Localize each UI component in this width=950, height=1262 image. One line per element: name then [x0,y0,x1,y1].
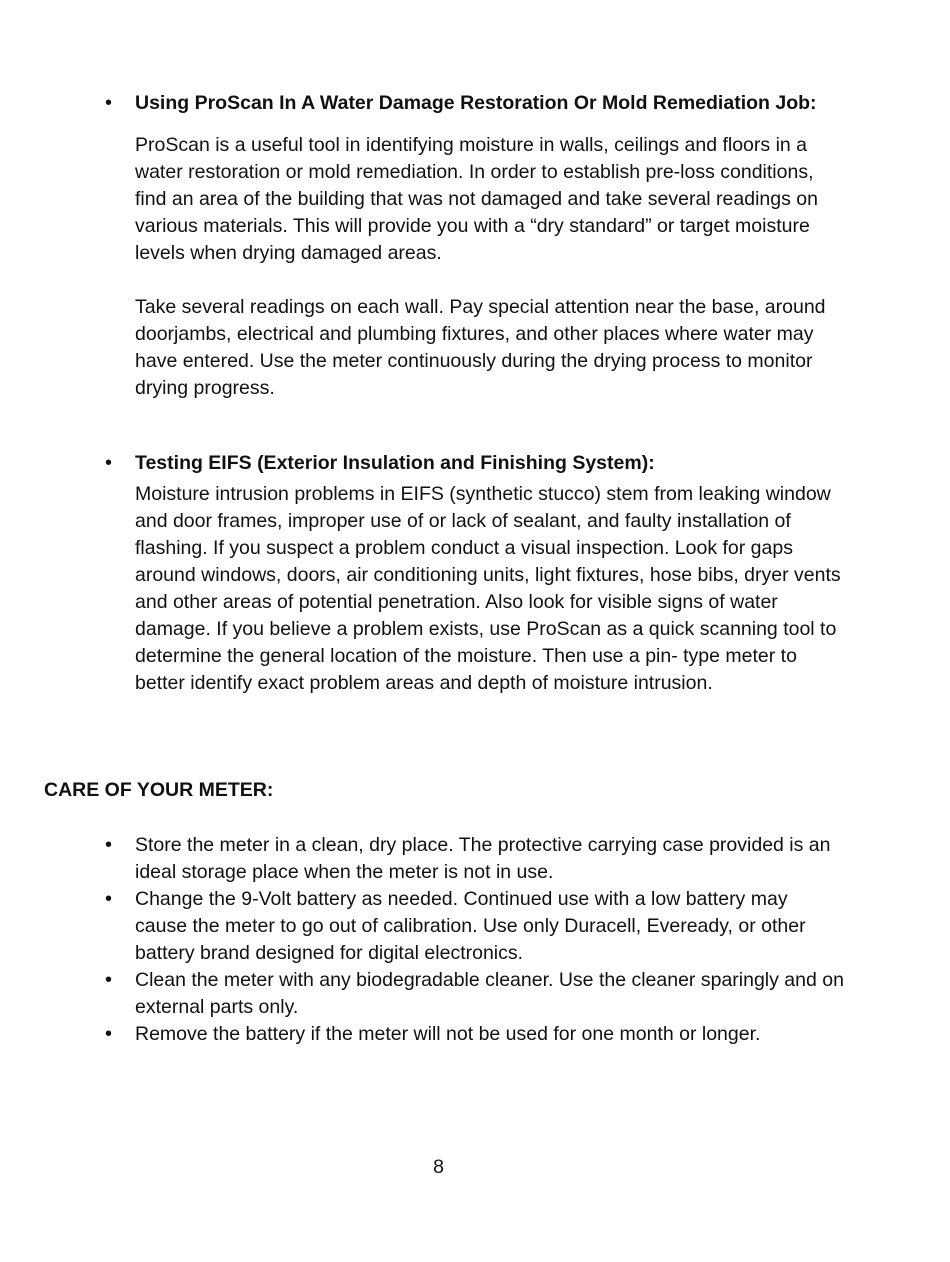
care-section-title: CARE OF YOUR METER: [44,779,274,801]
bullet-glyph: • [105,834,113,856]
list-item-text: Clean the meter with any biodegradable cleaner. Use the cleaner sparingly and on external parts only. [135,969,844,1018]
list-item-text: Change the 9-Volt battery as needed. Continued use with a low battery may cause the meter to go out of calibration. Use only Duracell, Eveready, or other battery brand designed for digital electronics. [135,888,806,964]
section-paragraph: Take several readings on each wall. Pay special attention near the base, around doorjambs, electrical and plumbing fixtures, and other places where water may have entered. Use the meter continuously during the drying process to monitor drying progress. [135,296,826,399]
section-eifs-testing [105,450,845,697]
bullet-glyph: • [105,1023,113,1045]
bullet-glyph: • [105,452,113,474]
section-body [135,450,845,697]
list-item-text: Remove the battery if the meter will not be used for one month or longer. [135,1023,761,1045]
bullet-glyph: • [105,92,113,114]
section-paragraph: Moisture intrusion problems in EIFS (synthetic stucco) stem from leaking window and door frames, improper use of or lack of sealant, and faulty installation of flashing. If you suspect a problem conduct a visual inspection. Look for gaps around windows, doors, air conditioning units, light fixtures, hose bibs, dryer vents and other areas of potential penetration. Also look for visible signs of water damage. If you believe a problem exists, use ProScan as a quick scanning tool to determine the general location of the moisture. Then use a pin- type meter to better identify exact problem areas and depth of moisture intrusion. [135,483,841,694]
section-heading: Testing EIFS (Exterior Insulation and Finishing System): [135,452,655,474]
care-list [105,832,845,1048]
bullet-glyph: • [105,969,113,991]
section-water-damage [105,90,845,402]
list-item [105,967,845,1021]
section-body [135,90,845,402]
list-item [105,1021,845,1048]
page-number: 8 [433,1156,444,1178]
list-item [105,886,845,967]
section-heading: Using ProScan In A Water Damage Restoration Or Mold Remediation Job: [135,92,817,114]
list-item-text: Store the meter in a clean, dry place. The protective carrying case provided is an ideal storage place when the meter is not in use. [135,834,831,883]
list-item [105,832,845,886]
bullet-glyph: • [105,888,113,910]
section-paragraph: ProScan is a useful tool in identifying moisture in walls, ceilings and floors in a water restoration or mold remediation. In order to establish pre-loss conditions, find an area of the building that was not damaged and take several readings on various materials. This will provide you with a “dry standard” or target moisture levels when drying damaged areas. [135,134,818,264]
